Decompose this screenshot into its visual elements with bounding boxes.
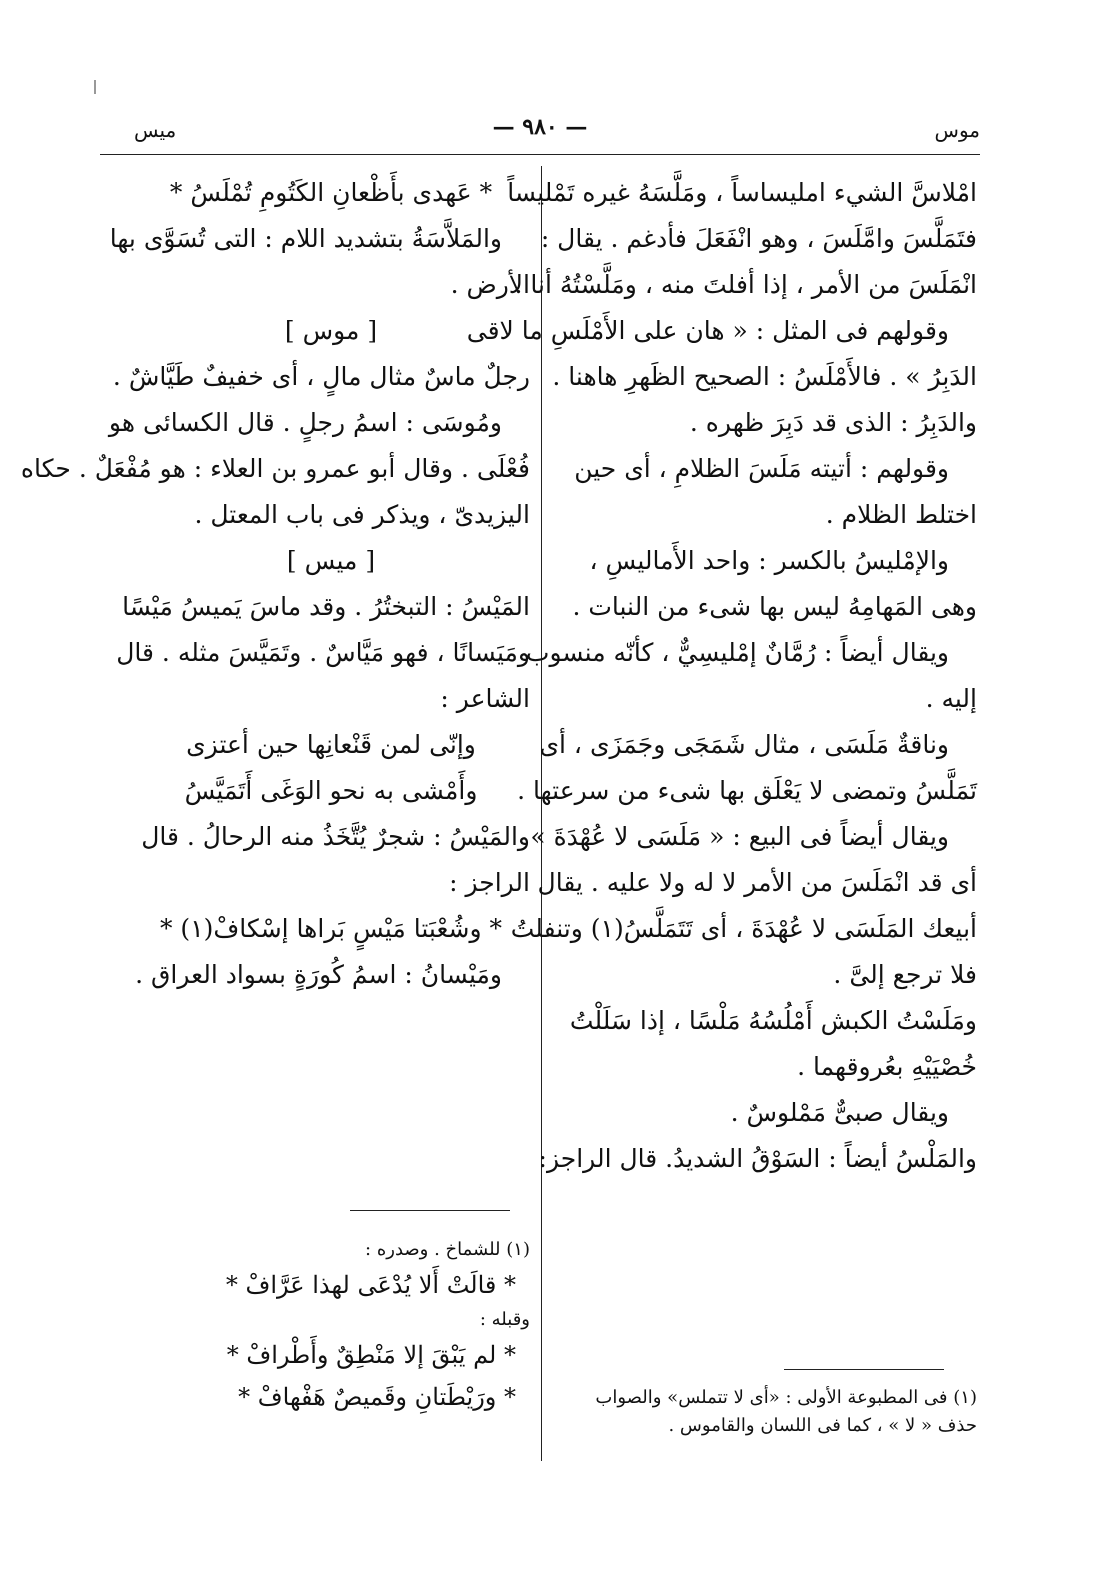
text-line: رجلٌ ماسٌ مثال مالٍ ، أى خفيفٌ طَيَّاشٌ . [112, 362, 530, 391]
text-line: امْلاسَّ الشيء امليساساً ، ومَلَّسَهُ غيره تَمْليساً [507, 178, 977, 207]
header-rule [100, 154, 980, 155]
verse-line: وإنّى لمن قَنْعانِها حين أعتزى [186, 730, 476, 759]
text-line: فتَمَلَّسَ وامَّلَسَ ، وهو انْفَعَلَ فأدغم . يقال : [540, 224, 977, 253]
footnote-line: (١) فى المطبوعة الأولى : «أى لا تتملس» والصواب [595, 1387, 977, 1408]
text-line: والمَلْسُ أيضاً : السَوْقُ الشديدُ. قال الراجز: [538, 1144, 977, 1173]
left-footnote [150, 1236, 530, 1418]
footnote-line: حذف « لا » ، كما فى اللسان والقاموس . [668, 1415, 977, 1436]
text-line: الدَبِرُ » . فالأَمْلَسُ : الصحيح الظَهرِ هاهنا . [552, 362, 977, 391]
text-line: أبيعك المَلَسَى لا عُهْدَةَ ، أى تَتَمَلَّسُ(١) وتنفلتُ [510, 914, 977, 943]
verse-line: * عَهدى بأَظْعانِ الكَتُومِ تُمْلَسُ * [169, 178, 493, 207]
text-line: ويقال صبىٌّ مَمْلوسٌ . [730, 1098, 949, 1127]
text-line: خُصْيَيْهِ بعُروقهما . [797, 1052, 977, 1081]
text-line: والمَلاَّسَةُ بتشديد اللام : التى تُسَوَّى بها [109, 224, 502, 253]
footnote-line: (١) للشماخ . وصدره : [365, 1239, 530, 1260]
text-line: ومَيَسانًا ، فهو مَيَّاسٌ . وتَمَيَّسَ مثله . قال [116, 638, 530, 667]
text-line: والمَيْسُ : شجرٌ يُتَّخَذُ منه الرحالُ . قال [141, 822, 530, 851]
text-line: اليزيدىّ ، ويذكر فى باب المعتل . [194, 500, 530, 529]
right-footnote [537, 1384, 977, 1440]
text-line: ومَلَسْتُ الكبش أَمْلُسُهُ مَلْسًا ، إذا سَلَلْتُ [569, 1006, 977, 1035]
margin-mark [94, 80, 96, 94]
text-line: وقولهم فى المثل : « هان على الأَمْلَسِ ما لاقى [466, 316, 949, 345]
text-line: فُعْلَى . وقال أبو عمرو بن العلاء : هو مُفْعَلٌ . حكاه [20, 454, 530, 483]
footnote-verse: * قالَتْ أَلا يُدْعَى لهذا عَرَّافْ * [225, 1271, 516, 1299]
text-line: إليه . [925, 684, 977, 713]
text-line: وناقةٌ مَلَسَى ، مثال شَمَجَى وجَمَزَى ، أى [539, 730, 949, 759]
footnote-verse: * ورَيْطَتانِ وقَميصٌ هَفْهافْ * [238, 1383, 516, 1411]
footnote-verse: * لم يَبْقَ إلا مَنْطِقٌ وأَطْرافْ * [226, 1341, 516, 1369]
text-line: ويقال أيضاً فى البيع : « مَلَسَى لا عُهْدَةَ » [530, 822, 949, 851]
page-header [100, 114, 980, 148]
left-column [20, 170, 530, 998]
footnote-rule-right [784, 1369, 944, 1370]
text-line: ومُوسَى : اسمُ رجلٍ . قال الكسائى هو [108, 408, 502, 437]
text-line: تَمَلَّسُ وتمضى لا يَعْلَق بها شىء من سرعتها . [517, 776, 977, 805]
text-line: ومَيْسانُ : اسمُ كُورَةٍ بسواد العراق . [135, 960, 502, 989]
text-line: وقولهم : أتيته مَلَسَ الظلامِ ، أى حين [574, 454, 949, 483]
header-root-right: موس [934, 118, 980, 142]
text-line: أى قد انْمَلَسَ من الأمر لا له ولا عليه . يقال [537, 868, 977, 897]
verse-line: وأَمْشى به نحو الوَغَى أَتَمَيَّسُ [184, 776, 478, 805]
text-line: الشاعر : [440, 684, 530, 713]
entry-heading-mws: [ موس ] [284, 316, 378, 345]
text-line: ويقال أيضاً : رُمَّانٌ إمْليسِيٌّ ، كأنّه منسوب [525, 638, 949, 667]
text-line: وهى المَهامِهُ ليس بها شىء من النبات . [572, 592, 977, 621]
text-line: والدَبِرُ : الذى قد دَبِرَ ظهره . [689, 408, 977, 437]
header-root-left: ميس [134, 118, 177, 142]
footnote-line: وقبله : [479, 1309, 530, 1330]
entry-heading-mys: [ ميس ] [286, 546, 376, 575]
footnote-rule-left [350, 1210, 510, 1211]
page-number: — ٩٨٠ — [492, 114, 588, 140]
text-line: الراجز : [449, 868, 530, 897]
text-line: والإمْليسُ بالكسر : واحد الأَماليسِ ، [589, 546, 949, 575]
verse-line: * وشُعْبَتا مَيْسٍ بَراها إسْكافْ(١) * [159, 914, 502, 943]
text-line: المَيْسُ : التبختُرُ . وقد ماسَ يَميسُ مَيْسًا [122, 592, 530, 621]
text-line: انْمَلَسَ من الأمر ، إذا أفلتَ منه ، ومَلَّسْتُهُ أنا . [514, 270, 977, 299]
text-line: فلا ترجع إلىَّ . [833, 960, 977, 989]
text-line: اختلط الظلام . [825, 500, 977, 529]
text-line: الأرض . [450, 270, 530, 299]
